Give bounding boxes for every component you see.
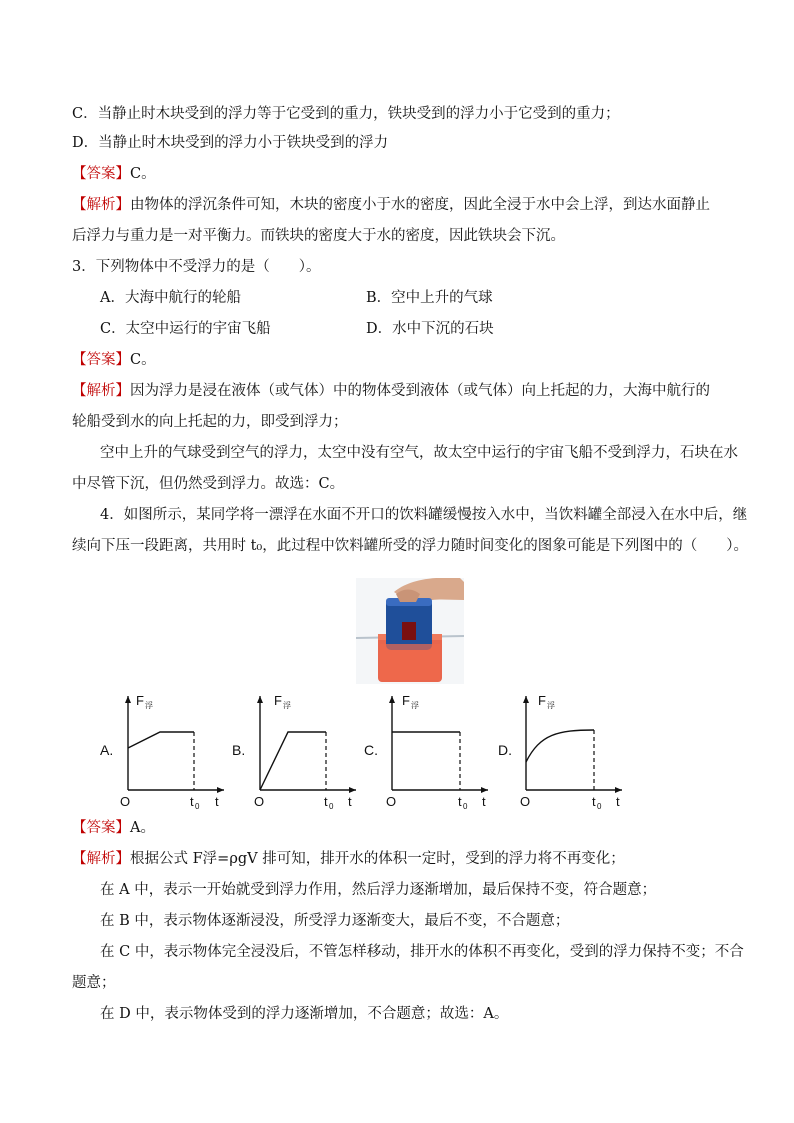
answer-value: C。 [130,166,156,182]
analysis-q4-line1 [72,849,625,869]
analysis-q2-line1 [72,195,710,215]
analysis-q4-line6: 在 D 中，表示物体受到的浮力逐渐增加，不合题意；故选：A。 [100,1006,509,1022]
analysis-text: 根据公式 F浮=ρgV 排可知，排开水的体积一定时，受到的浮力将不再变化； [130,851,625,867]
answer-q2 [72,164,156,184]
q3-option-d: D．水中下沉的石块 [366,321,494,337]
origin-label: O [520,794,531,809]
option-label-a: A. [100,742,114,758]
t0-label: t [324,794,328,809]
q3-option-b: B．空中上升的气球 [366,290,493,306]
q4-stem-line2: 续向下压一段距离，共用时 t₀，此过程中饮料罐所受的浮力随时间变化的图象可能是下列图中的（ ）。 [72,538,748,554]
y-axis-label: F [402,693,410,708]
t0-sub: 0 [597,802,602,811]
t0-label: t [190,794,194,809]
y-axis-sub: 浮 [283,701,291,710]
analysis-tag: 【解析】 [72,383,130,399]
t0-sub: 0 [329,802,334,811]
analysis-q3-line1 [72,381,710,401]
t-label: t [482,794,486,809]
origin-label: O [120,794,131,809]
y-axis-sub: 浮 [411,701,419,710]
analysis-tag: 【解析】 [72,851,130,867]
analysis-text: 因为浮力是浸在液体（或气体）中的物体受到液体（或气体）向上托起的力，大海中航行的 [130,383,710,399]
analysis-q2-line2: 后浮力与重力是一对平衡力。而铁块的密度大于水的密度，因此铁块会下沉。 [72,228,565,244]
analysis-q4-line5: 题意； [72,975,116,991]
analysis-q4-line3: 在 B 中，表示物体逐渐浸没，所受浮力逐渐变大，最后不变，不合题意； [100,913,570,929]
answer-value: C。 [130,352,156,368]
t0-label: t [458,794,462,809]
y-axis-label: F [274,693,282,708]
y-axis-label: F [538,693,546,708]
t-label: t [616,794,620,809]
answer-tag: 【答案】 [72,820,130,836]
graph-d [514,690,624,812]
analysis-q3-line2: 轮船受到水的向上托起的力，即受到浮力； [72,414,348,430]
t0-sub: 0 [463,802,468,811]
analysis-q4-line4: 在 C 中，表示物体完全浸没后，不管怎样移动，排开水的体积不再变化，受到的浮力保持不变；不合 [100,944,744,960]
t-label: t [348,794,352,809]
y-axis-label: F [136,693,144,708]
analysis-q4-line2: 在 A 中，表示一开始就受到浮力作用，然后浮力逐渐增加，最后保持不变，符合题意； [100,882,657,898]
origin-label: O [254,794,265,809]
q4-stem-line1: 4．如图所示，某同学将一漂浮在水面不开口的饮料罐缓慢按入水中，当饮料罐全部浸入在水中后，继 [100,507,748,523]
origin-label: O [386,794,397,809]
q3-option-a: A．大海中航行的轮船 [100,290,241,306]
graph-b [248,690,358,812]
answer-tag: 【答案】 [72,352,130,368]
y-axis-sub: 浮 [145,701,153,710]
t0-label: t [592,794,596,809]
answer-value: A。 [130,820,155,836]
graph-a [116,690,226,812]
option-label-d: D. [498,742,512,758]
option-c-q2: C．当静止时木块受到的浮力等于它受到的重力，铁块受到的浮力小于它受到的重力； [72,106,620,122]
option-label-b: B. [232,742,246,758]
option-label-c: C. [364,742,378,758]
answer-tag: 【答案】 [72,166,130,182]
analysis-q3-line4: 中尽管下沉，但仍然受到浮力。故选：C。 [72,476,345,492]
y-axis-sub: 浮 [547,701,555,710]
t-label: t [215,794,219,809]
t0-sub: 0 [195,802,200,811]
answer-q4 [72,818,155,838]
analysis-text: 由物体的浮沉条件可知，木块的密度小于水的密度，因此全浸于水中会上浮，到达水面静止 [130,197,710,213]
answer-q3 [72,350,156,370]
option-d-q2: D．当静止时木块受到的浮力小于铁块受到的浮力 [72,135,389,151]
q3-stem: 3．下列物体中不受浮力的是（ ）。 [72,259,321,275]
q3-option-c: C．太空中运行的宇宙飞船 [100,321,271,337]
analysis-q3-line3: 空中上升的气球受到空气的浮力，太空中没有空气，故太空中运行的宇宙飞船不受到浮力，石块在水 [100,445,738,461]
can-in-water-photo [356,578,464,684]
analysis-tag: 【解析】 [72,197,130,213]
graph-c [380,690,490,812]
